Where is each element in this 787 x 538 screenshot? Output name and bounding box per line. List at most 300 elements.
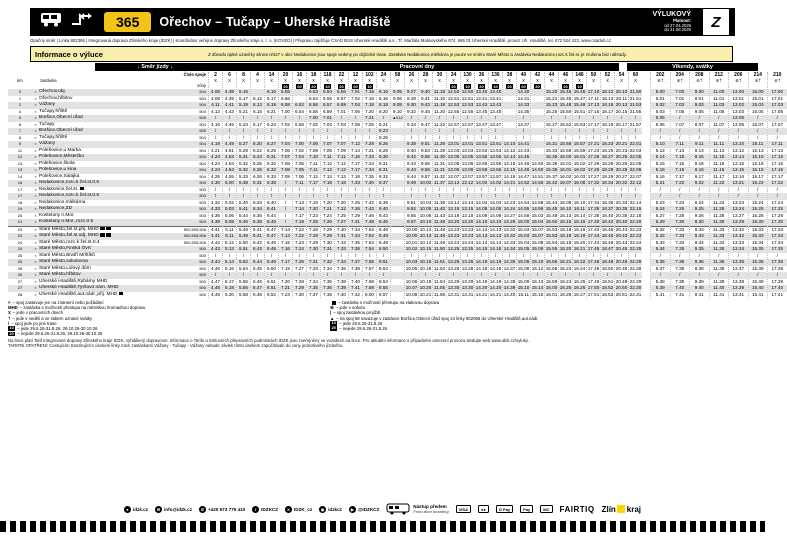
time-cell: 9.51 [407, 199, 416, 205]
zlinsky-kraj-logo [602, 505, 641, 514]
time-cell: 15.00 [517, 219, 530, 224]
stop-km: 9 [18, 141, 22, 146]
trip-number: 28 [422, 72, 429, 78]
time-cell: 11.17 [713, 173, 725, 179]
legend-item [330, 326, 760, 331]
time-cell: / [592, 134, 595, 140]
time-cell: 13.45 [489, 108, 502, 114]
stop-km: 14 [17, 173, 23, 179]
time-cell: 8.57 [379, 291, 388, 297]
time-cell: 6.52 [293, 102, 306, 109]
stop-zone: 504 [199, 147, 206, 153]
time-cell: 6.54 [321, 89, 334, 96]
trip-number: 210 [773, 72, 782, 78]
stop-km: 12 [17, 154, 23, 159]
time-cell: 13.56 [489, 160, 502, 166]
time-cell: 7.11 [309, 160, 318, 166]
time-cell: 13.57 [475, 173, 488, 179]
time-cell: 9.25 [690, 206, 709, 213]
time-cell: 8.32 [379, 173, 388, 179]
time-cell: 5.41 [655, 291, 665, 297]
time-cell: 15.25 [749, 206, 768, 213]
time-cell: / [223, 128, 236, 135]
time-cell: 17.16 [768, 167, 787, 174]
time-cell: 7.32 [337, 239, 346, 245]
time-cell: / [293, 193, 306, 200]
time-cell: 7.04 [279, 141, 292, 148]
time-cell: 13.28 [447, 265, 460, 271]
time-cell: 13.25 [461, 246, 474, 251]
day-symbol: X [270, 78, 273, 83]
time-cell: / [559, 128, 572, 135]
time-cell: 22.06 [629, 167, 642, 172]
day-symbol: X [634, 78, 637, 83]
stop-zone: 503 [199, 199, 206, 205]
time-cell: / [749, 128, 768, 135]
time-cell: 18.52 [601, 285, 614, 290]
time-cell: 14.04 [475, 199, 488, 205]
time-cell: 7.12 [321, 167, 334, 174]
time-cell: 8.39 [379, 199, 388, 205]
time-cell: 11.05 [713, 108, 725, 114]
time-cell: 16.22 [573, 259, 586, 264]
time-cell: 15.36 [545, 167, 558, 172]
time-cell: 13.00 [729, 89, 748, 96]
time-cell: 13.23 [461, 226, 474, 232]
facebook-icon: f [252, 506, 259, 513]
time-cell: 7.21 [321, 206, 334, 213]
time-cell: 4.19 [209, 141, 222, 148]
time-cell: 13.24 [729, 206, 748, 213]
stop-zone: 500 [199, 272, 206, 277]
time-cell: 14.54 [517, 199, 530, 205]
on-demand-marker: × [34, 212, 37, 218]
time-cell: 14.40 [503, 291, 516, 297]
footer-contact-text: idzkcz [328, 506, 342, 512]
time-cell: 5.23 [655, 199, 665, 205]
restriction-badge: 10 [577, 83, 582, 89]
time-cell: / [284, 212, 287, 218]
time-cell: 13.37 [732, 265, 744, 271]
time-cell: 13.56 [475, 167, 488, 172]
time-cell: 11.43 [433, 212, 446, 218]
time-cell: 20.40 [615, 219, 628, 224]
time-cell: 6.27 [265, 141, 278, 148]
time-cell: 5.56 [237, 285, 250, 292]
footer-contact-text: IDZKCZ [261, 506, 279, 512]
restriction-badge: 20 [535, 83, 540, 89]
time-cell: 7.29 [351, 212, 360, 218]
time-cell: 7.17 [351, 160, 360, 166]
time-cell: 4.25 [211, 173, 220, 179]
header-bar [30, 8, 735, 36]
x-icon: X [285, 506, 292, 513]
time-cell: 4.55 [225, 173, 234, 179]
day-symbol: X [494, 78, 497, 83]
time-cell: 11.31 [433, 160, 446, 166]
on-demand-marker: × [34, 246, 37, 251]
time-cell: 4.43 [209, 246, 222, 253]
time-cell: 7.21 [363, 115, 376, 122]
on-demand-marker: × [34, 154, 37, 159]
time-cell: / [651, 272, 670, 279]
time-cell: 21.51 [629, 95, 642, 101]
time-cell: 8.53 [379, 265, 388, 271]
time-cell: 18.51 [601, 278, 614, 284]
time-cell: 6.56 [295, 121, 304, 127]
time-cell: 15.54 [545, 239, 558, 245]
time-cell: 5.44 [239, 212, 248, 218]
time-cell: / [419, 272, 432, 279]
time-cell: 14.14 [475, 239, 488, 245]
time-cell: / [340, 134, 343, 140]
workday-column [404, 72, 418, 298]
time-cell: 7.33 [363, 154, 376, 161]
trip-number: 36 [478, 72, 485, 78]
time-cell: 18.13 [601, 95, 614, 101]
time-cell: 14.59 [531, 206, 544, 211]
time-cell: / [461, 272, 474, 279]
trip-number: 42 [534, 72, 541, 78]
time-cell: 15.08 [531, 239, 544, 245]
time-cell: / [634, 252, 637, 258]
time-cell: 8.50 [377, 246, 390, 253]
time-cell: 5.14 [223, 259, 236, 266]
time-cell: / [757, 252, 759, 258]
stop-km: 24 [17, 239, 23, 245]
time-cell: 15.04 [531, 219, 544, 224]
time-cell: 22.26 [629, 259, 642, 264]
train-icon [100, 227, 105, 231]
time-cell: 14.37 [503, 265, 516, 271]
time-cell: 15.59 [545, 278, 558, 284]
trip-number: 102 [365, 72, 374, 78]
time-cell: 9.47 [421, 121, 430, 127]
time-cell: 14.20 [489, 285, 502, 290]
time-cell: / [776, 186, 778, 192]
time-cell: / [592, 186, 595, 192]
time-cell: 9.05 [694, 108, 704, 114]
time-cell: 16.08 [573, 180, 586, 185]
time-cell: 7.28 [307, 226, 320, 234]
time-cell: 13.55 [489, 154, 502, 159]
time-cell: 20.50 [615, 285, 628, 290]
time-cell: 18.25 [601, 147, 614, 153]
time-cell: 7.06 [295, 173, 304, 179]
time-cell: / [671, 115, 690, 122]
time-cell: 14.50 [531, 167, 544, 172]
time-cell: 9.40 [419, 89, 432, 96]
time-cell: 20.38 [615, 212, 628, 218]
time-cell: 6.41 [251, 233, 264, 240]
time-cell: 10.19 [419, 278, 432, 284]
time-cell: 4.47 [211, 278, 220, 284]
time-cell: 8.51 [377, 259, 390, 266]
time-cell: 7.05 [295, 160, 304, 166]
time-cell: / [335, 128, 348, 135]
timetable [8, 63, 783, 298]
legend-text: – jede v pracovních dnech [12, 310, 64, 316]
time-cell: / [214, 134, 217, 140]
time-cell: / [377, 272, 390, 279]
time-cell: 14.19 [489, 278, 502, 284]
time-cell: 20.32 [615, 180, 628, 185]
time-cell: 12.51 [447, 95, 460, 101]
time-cell: 7.07 [279, 154, 292, 161]
on-demand-marker: × [34, 121, 37, 127]
time-cell: / [340, 186, 343, 192]
stop-name: Polešovice,škola [39, 160, 75, 166]
time-cell: 7.09 [323, 147, 332, 153]
time-cell: / [209, 272, 222, 279]
section-bars [8, 63, 758, 72]
workday-column [628, 72, 642, 298]
time-cell: 7.04 [349, 102, 362, 109]
time-cell: / [573, 193, 586, 200]
time-cell: 14.13 [489, 226, 502, 232]
time-cell: 9.43 [407, 160, 416, 166]
time-cell: 16.01 [559, 160, 572, 166]
train-icon [106, 233, 111, 237]
day-symbol: X [578, 78, 581, 83]
time-cell: 7.12 [337, 160, 346, 166]
time-cell: 6.44 [267, 212, 276, 218]
time-cell: / [573, 115, 586, 122]
stop-km: 25 [17, 259, 23, 264]
time-cell: 15.33 [545, 147, 558, 153]
time-cell: 7.31 [365, 147, 374, 153]
stop-zone: 500,505,506 [183, 239, 206, 245]
time-cell: 16.00 [559, 154, 572, 159]
time-cell: 17.13 [771, 147, 783, 153]
time-cell: 7.25 [307, 219, 320, 226]
time-cell: 14.15 [489, 246, 502, 251]
trip-number: 12 [352, 72, 359, 78]
time-cell: 15.13 [752, 147, 764, 153]
time-cell: 13.21 [729, 180, 748, 187]
time-cell: 13.29 [447, 278, 460, 284]
time-cell: 7.09 [337, 147, 346, 153]
stop-zone: 504 [199, 108, 206, 114]
time-cell: 18.29 [601, 173, 614, 179]
legend-item [8, 331, 308, 336]
time-cell: 9.40 [690, 285, 709, 292]
time-cell: 15.48 [545, 212, 558, 218]
time-cell: 7.20 [307, 206, 320, 213]
time-cell: 15.50 [559, 108, 572, 114]
stop-name: Nedakonice,žel.st. [39, 187, 170, 194]
time-cell: 7.29 [309, 239, 318, 245]
time-cell: 16.21 [573, 246, 586, 251]
time-cell: 17.22 [768, 180, 787, 187]
legend-symbol: × [8, 300, 11, 305]
day-symbol: X [536, 78, 539, 83]
time-cell: 20.49 [615, 278, 628, 284]
time-cell: 7.52 [363, 233, 376, 240]
time-cell: 7.17 [279, 259, 292, 266]
time-cell: 17.36 [768, 259, 787, 266]
workday-column [250, 72, 264, 298]
time-cell: / [573, 272, 586, 279]
time-cell: 11.15 [710, 154, 729, 161]
time-cell: 7.11 [671, 141, 690, 148]
time-cell: / [419, 115, 432, 122]
time-cell: 6.49 [265, 259, 278, 266]
stop-zone: 500 [199, 291, 206, 297]
time-cell: / [651, 128, 670, 135]
time-cell: 22.28 [629, 265, 642, 271]
time-cell: 6.31 [265, 154, 278, 161]
time-cell: 20.26 [615, 160, 628, 166]
time-cell: 7.23 [349, 180, 362, 187]
stop-name: Tučapy,hřiště [39, 108, 68, 114]
time-cell: 9.52 [405, 206, 418, 213]
time-cell: 9.00 [690, 89, 709, 96]
time-cell: 13.53 [489, 147, 502, 153]
time-cell: / [768, 128, 787, 135]
time-cell: 22.25 [629, 246, 642, 251]
time-cell: / [749, 272, 768, 279]
time-cell: 15.55 [545, 246, 558, 251]
time-cell: / [242, 134, 245, 140]
time-cell: 22.12 [629, 180, 642, 185]
time-cell: 7.15 [363, 89, 376, 96]
time-cell: / [698, 252, 700, 258]
workday-column [334, 72, 348, 298]
time-cell: 7.14 [279, 226, 292, 234]
time-cell: 6.58 [309, 108, 318, 114]
time-cell: 7.07 [321, 141, 334, 148]
time-cell: 7.16 [279, 246, 292, 253]
time-cell: 15.31 [545, 141, 558, 146]
time-cell: / [256, 252, 259, 258]
time-cell: 7.30 [295, 291, 304, 297]
time-cell: 4.41 [209, 226, 222, 234]
time-cell: 11.38 [713, 265, 725, 271]
trip-number: 26 [408, 72, 415, 78]
time-cell: 20.46 [615, 259, 628, 264]
trip-number: 38 [506, 72, 513, 78]
time-cell: 14.08 [475, 212, 488, 218]
time-cell: 13.47 [489, 121, 502, 127]
stop-name: Staré Město,Bratří Mrštíků [39, 252, 95, 258]
day-symbol: X [522, 78, 525, 83]
time-cell: 5.19 [237, 102, 250, 109]
time-cell: / [447, 128, 460, 135]
time-cell: / [522, 134, 525, 140]
time-cell: 10.08 [405, 291, 418, 297]
time-cell: / [424, 186, 427, 192]
day-symbol: ⑥† [657, 78, 664, 83]
time-cell: 5.39 [651, 285, 670, 292]
time-cell: / [223, 115, 236, 122]
time-cell: 5.06 [655, 121, 665, 127]
time-cell: 20.27 [615, 173, 628, 179]
time-cell: 10.03 [405, 259, 418, 264]
on-demand-marker: × [34, 291, 37, 297]
workday-column [502, 72, 516, 298]
time-cell: 22.07 [629, 173, 642, 179]
time-cell: 10.08 [419, 212, 432, 218]
time-cell: 7.07 [675, 121, 685, 127]
time-cell: 11.39 [433, 199, 446, 205]
time-cell: 17.35 [768, 246, 787, 253]
time-cell: 5.18 [223, 285, 236, 292]
trip-number: 50 [590, 72, 597, 78]
time-cell: 5.17 [225, 278, 234, 284]
time-cell: 8.55 [377, 285, 390, 292]
time-cell: 20.11 [615, 95, 628, 101]
time-cell: / [270, 186, 273, 192]
stop-zone: 504 [199, 134, 206, 140]
time-cell: 15.00 [749, 89, 768, 96]
time-cell: 6.59 [335, 102, 348, 109]
day-symbol: X [410, 78, 413, 83]
footer-contact [199, 506, 245, 513]
time-cell: 5.16 [237, 89, 250, 96]
time-cell: 17.00 [768, 89, 787, 96]
time-cell: 9.55 [419, 154, 432, 161]
time-cell: 7.24 [675, 199, 685, 205]
time-cell: 4.46 [211, 265, 220, 271]
time-cell: 14.41 [517, 141, 530, 146]
time-cell: 6.50 [267, 265, 276, 271]
time-cell: 17.05 [771, 108, 783, 114]
time-cell: 11.16 [713, 160, 725, 166]
time-cell: 15.44 [545, 199, 558, 205]
time-cell: 8.21 [379, 121, 388, 127]
time-cell: 4.23 [209, 154, 222, 161]
time-cell: 7.25 [671, 206, 690, 213]
trip-number: 204 [675, 72, 684, 78]
time-cell: 13.24 [447, 239, 460, 245]
time-cell: 7.09 [281, 173, 290, 179]
time-cell: 11.34 [713, 239, 725, 245]
on-demand-marker: × [34, 199, 37, 205]
stop-km: 23 [17, 233, 23, 238]
trip-number: 60 [632, 72, 639, 78]
time-cell: 6.24 [251, 154, 264, 161]
time-cell: / [335, 272, 348, 279]
time-cell: / [710, 272, 729, 279]
time-cell: 13.06 [461, 167, 474, 172]
time-cell: 17.28 [771, 212, 783, 218]
time-cell: 9.38 [694, 265, 704, 271]
time-cell: 5.46 [237, 219, 250, 226]
time-cell: 13.24 [461, 239, 474, 245]
time-cell: 14.19 [475, 278, 488, 284]
time-cell: 7.20 [365, 108, 374, 114]
footer-contact-text: idzk.cz [132, 506, 149, 512]
time-cell: 7.42 [351, 291, 360, 297]
time-cell: 5.35 [651, 259, 670, 266]
time-cell: / [564, 134, 567, 140]
time-cell: 7.40 [363, 180, 376, 187]
stop-km: 16 [17, 180, 23, 185]
time-cell: 4.38 [209, 219, 222, 226]
time-cell: 13.30 [461, 285, 474, 290]
line-number: 365 [104, 12, 151, 32]
time-cell: 7.11 [293, 180, 306, 187]
time-cell: / [256, 186, 259, 192]
time-cell: 6.34 [251, 206, 264, 213]
time-cell: 16.19 [573, 233, 586, 238]
time-cell: / [461, 128, 474, 135]
time-cell: / [601, 115, 614, 122]
time-cell: 13.20 [461, 219, 474, 224]
time-cell: 17.34 [771, 239, 783, 245]
time-cell: / [228, 186, 231, 192]
